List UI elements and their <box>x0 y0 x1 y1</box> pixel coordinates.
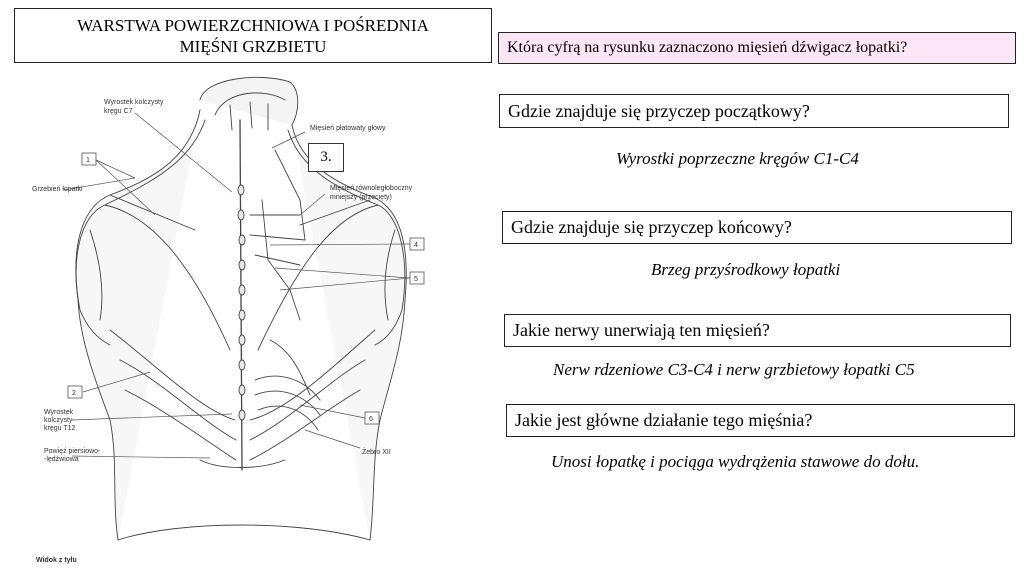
figure-number-6 <box>365 412 379 424</box>
label-view: Widok z tyłu <box>36 557 77 564</box>
figure-number-2 <box>68 386 82 398</box>
label-c7: Wyrostek kolczysty <box>104 99 164 106</box>
figure-number-4 <box>410 238 424 250</box>
label-t12-c: kręgu T12 <box>44 425 76 432</box>
label-fascia-a: Powięź piersiowo- <box>44 448 101 455</box>
label-scapula-spine: Grzebień łopatki <box>32 186 83 193</box>
title-line-1: WARSTWA POWIERZCHNIOWA I POŚREDNIA <box>77 16 429 35</box>
figure-number-5 <box>410 272 424 284</box>
svg-text:6: 6 <box>369 416 373 423</box>
slide-title <box>14 8 492 63</box>
answer-3: Brzeg przyśrodkowy łopatki <box>651 260 841 279</box>
question-3-text: Gdzie znajduje się przyczep końcowy? <box>511 217 792 237</box>
label-rhomboid-a: Mięsień równoległoboczny <box>330 185 413 192</box>
question-2-text: Gdzie znajduje się przyczep początkowy? <box>508 100 810 121</box>
answer-5: Unosi łopatkę i pociąga wydrążenia stawowe do dołu. <box>551 452 920 471</box>
question-5-text: Jakie jest główne działanie tego mięśnia? <box>515 410 813 430</box>
label-splenius: Mięsień płatowaty głowy <box>310 125 386 132</box>
label-t12-b: kolczysty <box>44 417 73 424</box>
svg-text:1: 1 <box>86 157 90 164</box>
answer-4: Nerw rdzeniowe C3-C4 i nerw grzbietowy łopatki C5 <box>553 360 915 379</box>
label-rib: Żebro XII <box>362 449 391 456</box>
question-3-box <box>502 211 1012 244</box>
label-c7b: kręgu C7 <box>104 108 133 115</box>
svg-text:4: 4 <box>414 242 418 249</box>
question-1-box <box>498 32 1016 64</box>
title-line-2: MIĘŚNI GRZBIETU <box>179 37 327 56</box>
question-4-box <box>504 314 1011 347</box>
label-fascia-b: -lędźwiowa <box>44 456 79 463</box>
figure-number-1 <box>82 153 96 165</box>
svg-text:2: 2 <box>72 390 76 397</box>
svg-text:5: 5 <box>414 276 418 283</box>
answer-2: Wyrostki poprzeczne kręgów C1-C4 <box>616 149 859 168</box>
label-t12-a: Wyrostek <box>44 409 74 416</box>
answer-marker: 3. <box>308 143 344 172</box>
question-4-text: Jakie nerwy unerwiają ten mięsień? <box>513 320 770 340</box>
back-muscles-illustration <box>14 66 488 566</box>
question-5-box <box>506 404 1015 437</box>
label-rhomboid-b: mniejszy (przecięty) <box>330 194 392 201</box>
question-2-box <box>499 94 1009 128</box>
question-1-text: Która cyfrą na rysunku zaznaczono mięsień dźwigacz łopatki? <box>507 39 908 56</box>
